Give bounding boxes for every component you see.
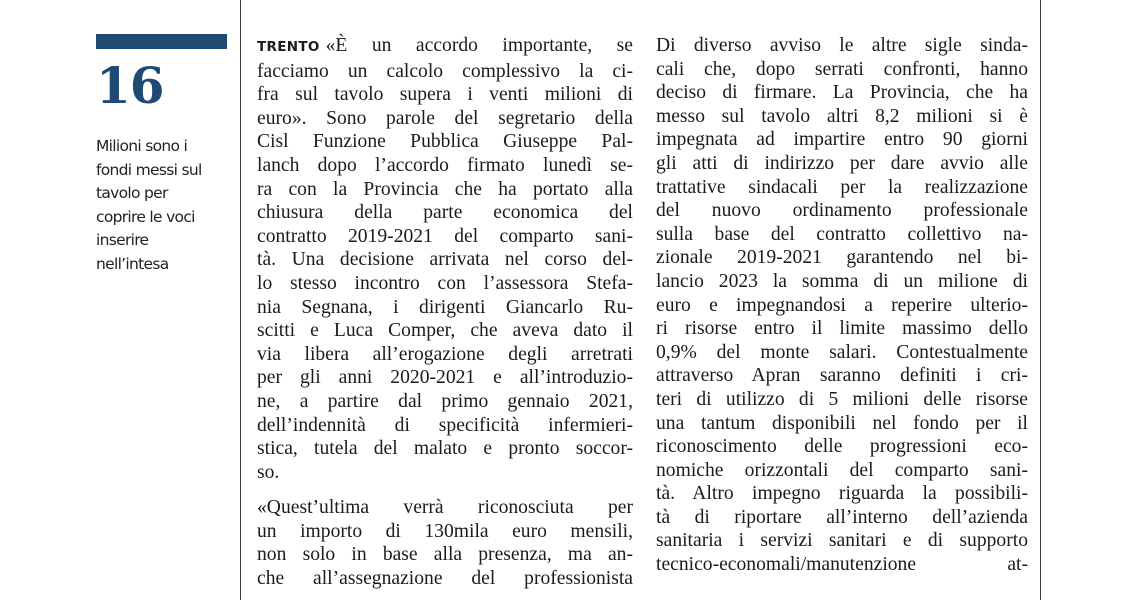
dateline: TRENTO (257, 39, 320, 55)
text-line: ri risorse entro il limite massimo dello (656, 318, 1028, 340)
text-line: impegnata ad impartire entro 90 giorni (656, 129, 1028, 151)
text-line: «Quest’ultima verrà riconosciuta per (257, 497, 633, 519)
paragraph-first-line (257, 34, 633, 60)
text-line: zionale 2019-2021 garantendo nel bi- (656, 247, 1028, 269)
text-line: sanitaria i servizi sanitari e di supporto (656, 530, 1028, 552)
text-line: euro e impegnandosi a reperire ulterio- (656, 294, 1028, 316)
text-line: lanch dopo l’accordo firmato lunedì se- (257, 154, 633, 176)
text-line: tà. Altro impegno riguarda la possibili- (656, 483, 1028, 505)
text-line: 0,9% del monte salari. Contestualmente (656, 341, 1028, 363)
article-column-2 (656, 34, 1028, 577)
text-line: ne, a partire dal primo gennaio 2021, (257, 390, 633, 412)
text-line: deciso di firmare. La Provincia, che ha (656, 82, 1028, 104)
text-line: lancio 2023 la somma di un milione di (656, 270, 1028, 292)
caption-line: inserire (96, 231, 149, 250)
text-line: nomiche orizzontali del comparto sani- (656, 459, 1028, 481)
caption-line: fondi messi sul (96, 160, 202, 179)
caption-line: tavolo per (96, 184, 168, 203)
text-line: del nuovo ordinamento professionale (656, 200, 1028, 222)
text-line: dell’indennità di specificità infermieri- (257, 414, 633, 436)
text-line: ra con la Provincia che ha portato alla (257, 178, 633, 200)
text-line: contratto 2019-2021 del comparto sani- (257, 225, 633, 247)
paragraph-gap (257, 484, 633, 496)
text-line: teri di utilizzo di 5 milioni delle risorse (656, 388, 1028, 410)
text-line: una tantum disponibili nel fondo per il (656, 412, 1028, 434)
text-line: messo sul tavolo altri 8,2 milioni si è (656, 105, 1028, 127)
text-line: Cisl Funzione Pubblica Giuseppe Pal- (257, 131, 633, 153)
text-line: riconoscimento delle progressioni eco- (656, 436, 1028, 458)
text-line: euro». Sono parole del segretario della (257, 107, 633, 129)
text-line: chiusura della parte economica del (257, 202, 633, 224)
text-line: fra sul tavolo supera i venti milioni di (257, 84, 633, 106)
text-line: tà. Una decisione arrivata nel corso del- (257, 249, 633, 271)
text-line: per gli anni 2020-2021 e all’introduzio- (257, 367, 633, 389)
text-line: stica, tutela del malato e pronto soccor- (257, 438, 633, 460)
text-line: cali che, dopo serrati confronti, hanno (656, 58, 1028, 80)
text-line: Di diverso avviso le altre sigle sinda- (656, 35, 1028, 56)
column-rule-left (240, 0, 241, 600)
text-line: che all’assegnazione del professionista (257, 568, 633, 590)
caption-line: coprire le voci (96, 207, 195, 226)
column-rule-right (1040, 0, 1041, 600)
text-line: lo stesso incontro con l’assessora Stefa- (257, 272, 633, 294)
sidebar-caption (96, 135, 232, 277)
text-line: scitti e Luca Comper, che aveva dato il (257, 320, 633, 342)
text-line: gli atti di indirizzo per dare avvio alle (656, 152, 1028, 174)
text-line: sulla base del contratto collettivo na- (656, 223, 1028, 245)
text-line: nia Segnana, i dirigenti Giancarlo Ru- (257, 296, 633, 318)
text-line: attraverso Apran saranno definiti i cri- (656, 365, 1028, 387)
caption-line: Milioni sono i (96, 137, 188, 155)
caption-line: nell’intesa (96, 254, 169, 273)
sidebar-accent-bar (96, 34, 227, 49)
text-line: trattative sindacali per la realizzazione (656, 176, 1028, 198)
article-column-1 (257, 34, 633, 591)
first-line-text: «È un accordo importante, se (325, 35, 633, 56)
text-line: via libera all’erogazione degli arretrati (257, 343, 633, 365)
sidebar-big-number: 16 (96, 56, 164, 115)
text-line: non solo in base alla presenza, ma an- (257, 544, 633, 566)
text-line: un importo di 130mila euro mensili, (257, 520, 633, 542)
text-line: so. (257, 461, 280, 483)
text-line: tecnico-economali/manutenzione at- (656, 554, 1028, 576)
text-line: facciamo un calcolo complessivo la ci- (257, 60, 633, 82)
text-line: tà di riportare all’interno dell’azienda (656, 506, 1028, 528)
